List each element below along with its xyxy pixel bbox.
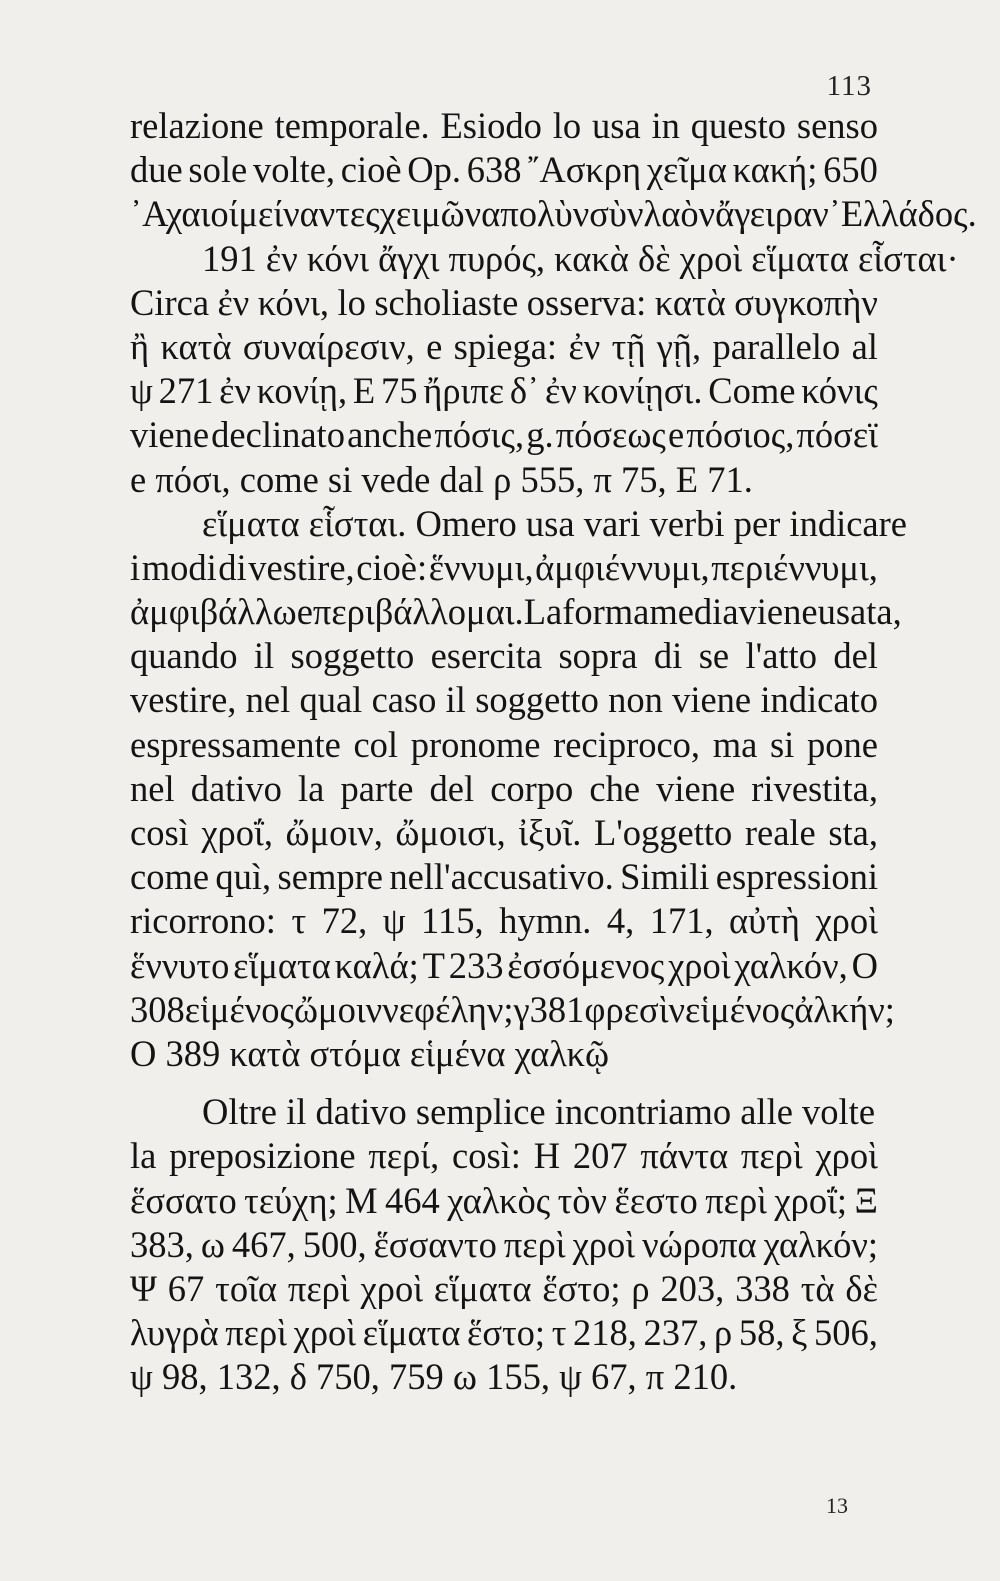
word: nel (245, 679, 291, 721)
word: così: (452, 1135, 521, 1177)
word: 203, (660, 1267, 725, 1309)
word: ῎Ασκρη (527, 149, 642, 191)
word: lo (337, 281, 366, 323)
word: ᾽Αχαιοί (130, 193, 239, 235)
word: χαλκὸς (447, 1179, 551, 1221)
word: χροὶ (360, 1267, 424, 1309)
word: i (130, 546, 141, 588)
text-line (130, 1223, 878, 1267)
word: relazione (130, 105, 264, 146)
word: ἐν (217, 281, 250, 323)
word: χαλκόν, (734, 944, 848, 986)
word: scholiaste (374, 281, 519, 323)
word: Ξ (854, 1179, 878, 1221)
word: ἕννυτο (130, 944, 230, 986)
word: sta, (828, 812, 878, 853)
word: εἵματα (433, 1267, 532, 1309)
word: ἕννυμι, (428, 546, 534, 588)
text-line (130, 104, 878, 148)
word: 207 (572, 1135, 628, 1177)
word: pronome (410, 723, 541, 765)
word: sopra (558, 635, 638, 677)
text-line (130, 1134, 878, 1178)
word: quì, (215, 856, 272, 898)
word: περί, (368, 1135, 440, 1177)
word: H (533, 1135, 561, 1177)
line-text: 191 ἐν κόνι ἄγχι πυρός, κακὰ δὲ χροὶ εἵματα εἷσται· (202, 237, 959, 279)
word: media (649, 591, 739, 633)
word: si (769, 723, 795, 765)
word: ρ (631, 1267, 650, 1309)
word: Esiodo (440, 105, 542, 146)
text-line (130, 502, 907, 546)
word: 115, (421, 900, 484, 942)
word: ψ (130, 370, 153, 412)
word: κονίῃσι. (582, 370, 703, 412)
word: g. (526, 414, 554, 456)
word: questo (690, 105, 787, 146)
word: 464 (385, 1179, 440, 1221)
word: usa (592, 105, 641, 146)
word: ἐν (545, 370, 577, 412)
word: ἄγειραν᾽Ελλάδος. (715, 193, 977, 235)
word: di (653, 635, 683, 677)
word: qual (299, 679, 363, 721)
text-line (130, 1179, 878, 1223)
signature-mark: 13 (826, 1493, 848, 1518)
word: O (851, 944, 878, 986)
word: σὺν (589, 193, 644, 235)
line-text: e πόσι, come si vede dal ρ 555, π 75, E 71. (130, 458, 753, 500)
word: ρ (714, 1312, 733, 1354)
word: 308 (130, 988, 185, 1030)
word: M (345, 1179, 378, 1221)
word: ὤμοισι, (395, 812, 506, 853)
text-line (130, 590, 902, 634)
word: γῇ, (656, 325, 702, 367)
word: πάντα (640, 1135, 729, 1177)
word: esercita (430, 635, 543, 677)
word: cioè (340, 149, 402, 191)
word: E (352, 370, 376, 412)
word: al (851, 325, 878, 367)
word: ἤριπε (423, 370, 505, 412)
word: ἐν (568, 325, 601, 367)
word: ἕσσατο (130, 1179, 237, 1221)
word: espressioni (715, 856, 878, 898)
word: nel (130, 767, 175, 809)
body-text (130, 104, 977, 1399)
word: di (218, 546, 247, 588)
word: che (589, 767, 641, 809)
word: se (698, 635, 730, 677)
word: sempre (277, 856, 383, 898)
text-line (130, 678, 878, 722)
word: la (130, 1135, 157, 1177)
word: φρεσὶν (584, 988, 686, 1030)
text-line (130, 192, 977, 236)
word: αὐτὴ (729, 900, 800, 942)
word: 271 (158, 370, 214, 412)
word: συναίρεσιν, (242, 325, 415, 367)
word: μείναντες (238, 193, 380, 235)
word: hymn. (499, 900, 592, 942)
word: ma (712, 723, 758, 765)
word: reciproco, (553, 723, 701, 765)
word: col (353, 723, 399, 765)
word: 218, (573, 1312, 637, 1354)
word: χεῖμα (646, 149, 727, 191)
word: κακή; (732, 149, 818, 191)
word: πόσεϊ (796, 414, 878, 456)
text-line (130, 546, 878, 590)
text-line (130, 855, 878, 899)
word: περὶ (503, 1223, 566, 1265)
word: περὶ (705, 1179, 767, 1221)
word: χροΐ, (201, 812, 273, 853)
word: τ (551, 1312, 567, 1354)
word: ἀμφιβάλλω (130, 591, 297, 633)
word: usata, (817, 591, 902, 633)
word: La (523, 591, 563, 633)
word: vestire, (248, 546, 355, 588)
word: ἢ (130, 325, 150, 367)
word: κατὰ (654, 281, 726, 323)
word: e (668, 414, 685, 456)
word: ἕσσαντο (373, 1223, 497, 1265)
word: περὶ (287, 1267, 350, 1309)
word: come (130, 856, 210, 898)
word: Simili (620, 856, 710, 898)
word: κόνι, (257, 281, 330, 323)
word: 467, (231, 1223, 296, 1265)
word: l'atto (745, 635, 817, 677)
word: non (608, 679, 663, 721)
word: 650 (823, 149, 878, 191)
text-line (130, 767, 878, 811)
word: 338 (735, 1267, 790, 1309)
word: χροὶ (293, 1312, 357, 1354)
word: πόσιος, (686, 414, 795, 456)
word: soggetto (290, 635, 415, 677)
word: 638 (466, 149, 522, 191)
word: caso (371, 679, 437, 721)
word: due (130, 149, 183, 191)
word: πόσις, (434, 414, 525, 456)
text-line (130, 634, 878, 678)
line-text: Oltre il dativo semplice incontriamo alle volte (202, 1091, 876, 1133)
word: parte (340, 767, 414, 809)
text-line (130, 1090, 878, 1134)
word: modi (141, 546, 217, 588)
word: del (833, 635, 878, 677)
word: Ψ (130, 1267, 157, 1309)
word: T (422, 944, 445, 986)
word: ἰξυῖ. (518, 812, 582, 853)
word: e (426, 325, 443, 367)
word: 58, (738, 1312, 785, 1354)
word: τοῖα (215, 1267, 278, 1309)
text-line (130, 369, 878, 413)
text-line (130, 1311, 878, 1355)
word: Circa (130, 281, 210, 323)
word: εἵματα (233, 944, 331, 986)
word: 72, (321, 900, 368, 942)
word: καλά; (334, 944, 419, 986)
word: 383, (130, 1223, 194, 1265)
word: χροὶ (815, 1135, 878, 1177)
word: viene (672, 679, 752, 721)
word: 4, (606, 900, 635, 942)
word: κόνις (801, 370, 878, 412)
word: Come (708, 370, 796, 412)
word: τὰ (800, 1267, 835, 1309)
word: χροὶ (668, 944, 731, 986)
text-line (130, 325, 878, 369)
text-line (130, 281, 878, 325)
word: Op. (407, 149, 462, 191)
word: così (130, 812, 189, 853)
text-line (130, 458, 878, 502)
word: il (253, 635, 275, 677)
word: ricorrono: (130, 900, 276, 942)
word: ἐν (219, 370, 251, 412)
word: 233 (448, 944, 504, 986)
word: περὶ (740, 1135, 803, 1177)
text-line (130, 237, 959, 281)
line-text: ψ 98, 132, δ 750, 759 ω 155, ψ 67, π 210. (130, 1356, 738, 1398)
text-line (130, 1032, 878, 1076)
word: δ᾽ (509, 370, 540, 412)
word: πόσεως (555, 414, 666, 456)
word: corpo (490, 767, 574, 809)
text-line (130, 1267, 878, 1311)
word: viene (130, 414, 210, 456)
word: γ (513, 988, 530, 1030)
word: συγκοπὴν (734, 281, 878, 323)
word: 506, (814, 1312, 878, 1354)
word: reale (744, 812, 816, 853)
word: χροὶ (572, 1223, 636, 1265)
line-text: εἵματα εἷσται. Omero usa vari verbi per indicare (202, 502, 907, 544)
text-line (130, 899, 878, 943)
word: νώροπα (642, 1223, 757, 1265)
word: ὤμοιν (294, 988, 383, 1030)
word: τὸν (557, 1179, 608, 1221)
word: cioè: (356, 546, 428, 588)
word: περὶ (225, 1312, 287, 1354)
word: senso (796, 105, 878, 146)
word: χειμῶνα (379, 193, 501, 235)
word: τεύχη; (244, 1179, 338, 1221)
word: τ (291, 900, 307, 942)
word: sole (188, 149, 248, 191)
word: viene (656, 767, 736, 809)
word: λαὸν (643, 193, 716, 235)
word: κατὰ (160, 325, 232, 367)
text-line (130, 413, 878, 457)
word: λυγρὰ (130, 1312, 219, 1354)
word: ψ (382, 900, 406, 942)
word: volte, (252, 149, 336, 191)
word: χαλκόν; (763, 1223, 878, 1265)
word: vestire, (130, 679, 237, 721)
word: ἀμφιέννυμι, (535, 546, 710, 588)
word: ἕεστο (614, 1179, 698, 1221)
word: L'oggetto (593, 812, 733, 853)
word: δὲ (845, 1267, 878, 1309)
text-line (130, 148, 878, 192)
text-line (130, 723, 878, 767)
page-number: 113 (826, 70, 872, 102)
word: declinato (211, 414, 345, 456)
word: ω (200, 1223, 225, 1265)
word: 237, (643, 1312, 708, 1354)
word: εἵματα (362, 1312, 461, 1354)
word: ἕστο; (542, 1267, 621, 1309)
word: εἱμένος (184, 988, 295, 1030)
word: κονίῃ, (256, 370, 348, 412)
word: ἀλκήν; (794, 988, 895, 1030)
word: viene (738, 591, 818, 633)
text-line (130, 988, 895, 1032)
word: espressamente (130, 723, 341, 765)
word: περιέννυμι, (711, 546, 878, 588)
word: dativo (190, 767, 282, 809)
word: εἱμένος (685, 988, 795, 1030)
word: 75 (380, 370, 418, 412)
word: 67 (167, 1267, 205, 1309)
word: 171, (649, 900, 714, 942)
word: in (651, 105, 680, 146)
word: anche (347, 414, 433, 456)
word: la (298, 767, 325, 809)
word: ξ (791, 1312, 808, 1354)
word: quando (130, 635, 238, 677)
word: nell'accusativo. (389, 856, 614, 898)
word: χροὶ (815, 900, 878, 942)
word: preposizione (169, 1135, 356, 1177)
word: ἕστο; (467, 1312, 546, 1354)
line-text: O 389 κατὰ στόμα εἱμένα χαλκῷ (130, 1032, 609, 1074)
word: e (296, 591, 313, 633)
word: 381 (529, 988, 585, 1030)
word: τῇ (611, 325, 646, 367)
text-line (130, 1355, 878, 1399)
word: ἐσσόμενος (507, 944, 665, 986)
word: soggetto (475, 679, 599, 721)
word: osserva: (526, 281, 647, 323)
word: spiega: (453, 325, 558, 367)
word: del (429, 767, 475, 809)
word: il (445, 679, 466, 721)
word: rivestita, (751, 767, 878, 809)
word: forma (562, 591, 650, 633)
word: 500, (302, 1223, 367, 1265)
text-line (130, 944, 878, 988)
word: indicato (760, 679, 878, 721)
word: parallelo (712, 325, 841, 367)
word: περιβάλλομαι. (312, 591, 524, 633)
word: lo (552, 105, 582, 146)
word: ὤμοιν, (285, 812, 383, 853)
word: χροΐ; (774, 1179, 848, 1221)
text-line (130, 811, 878, 855)
word: πολὺν (500, 193, 590, 235)
word: νεφέλην; (382, 988, 514, 1030)
word: pone (806, 723, 878, 765)
word: temporale. (274, 105, 430, 146)
